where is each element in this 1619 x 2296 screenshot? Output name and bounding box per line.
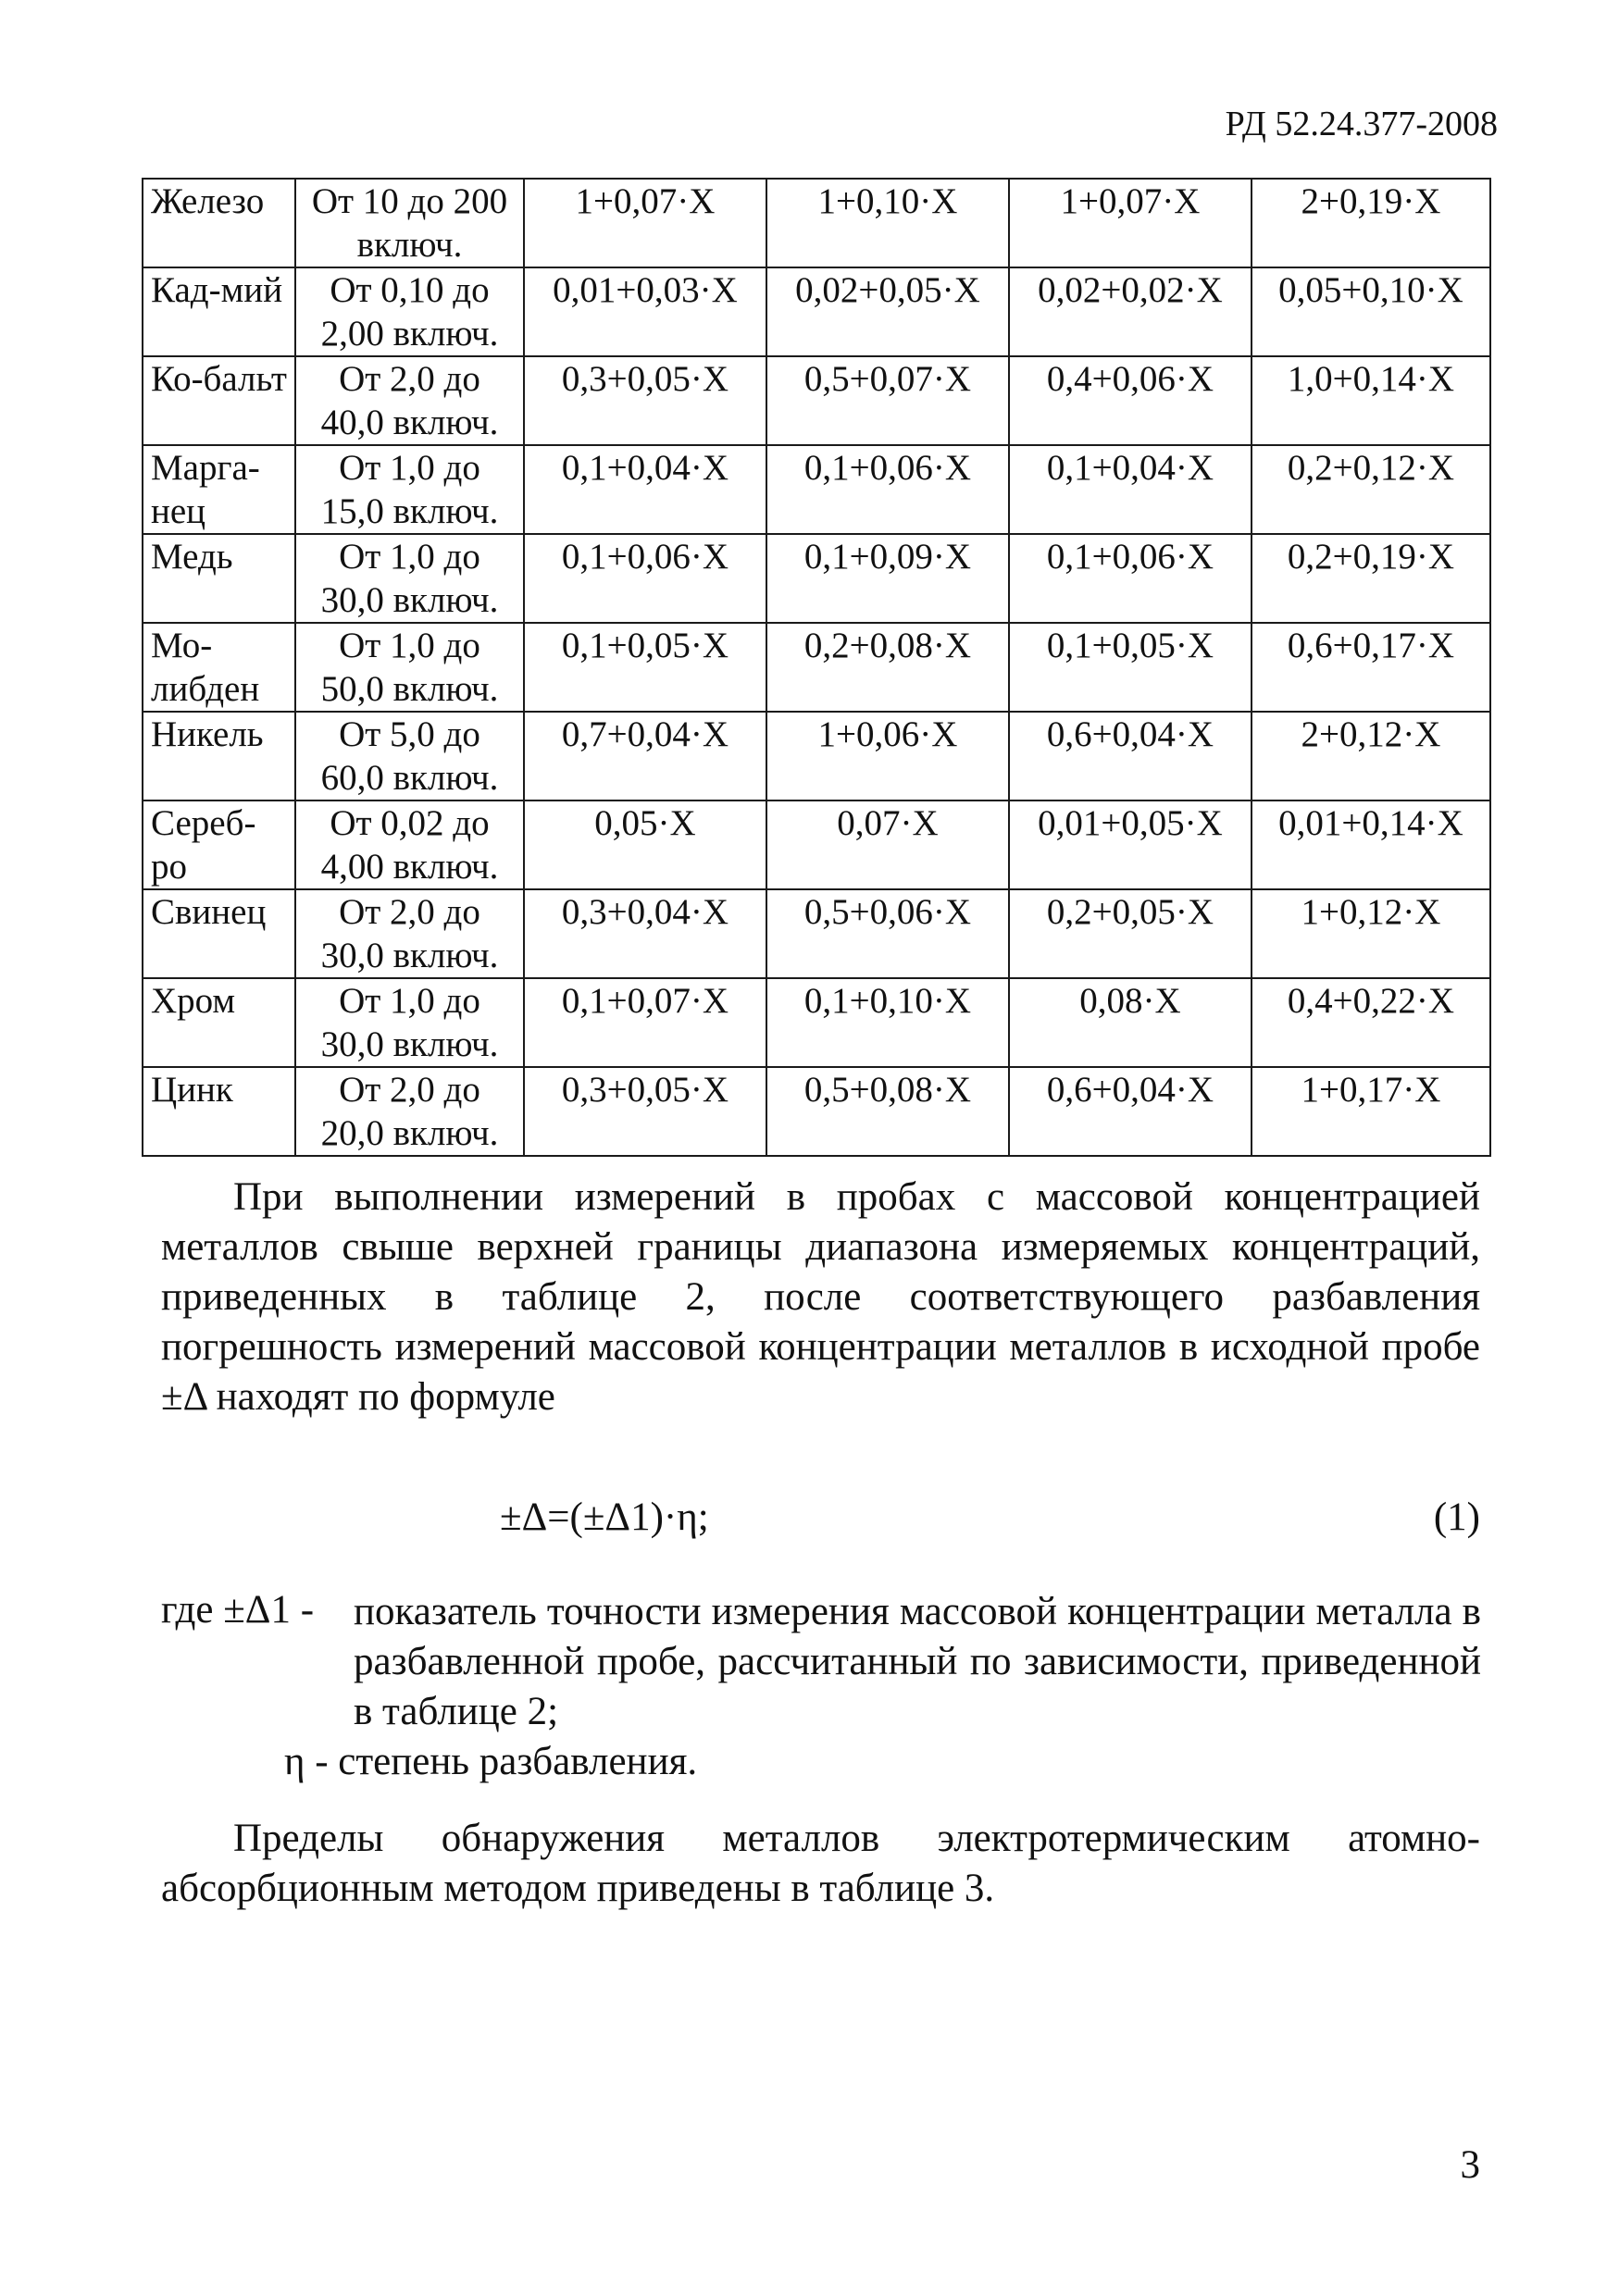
range-cell: От 10 до 200 включ. bbox=[295, 179, 524, 267]
value-cell: 1+0,07·X bbox=[524, 179, 766, 267]
value-cell: 0,6+0,04·X bbox=[1009, 712, 1252, 800]
precision-table-body bbox=[143, 179, 1490, 1156]
value-cell: 0,4+0,06·X bbox=[1009, 356, 1252, 445]
value-cell: 0,3+0,05·X bbox=[524, 356, 766, 445]
range-cell: От 5,0 до 60,0 включ. bbox=[295, 712, 524, 800]
value-cell: 0,01+0,05·X bbox=[1009, 800, 1252, 889]
value-cell: 0,1+0,09·X bbox=[766, 534, 1009, 623]
metal-cell: Медь bbox=[143, 534, 295, 623]
table-row bbox=[143, 534, 1490, 623]
document-code: РД 52.24.377-2008 bbox=[1225, 105, 1498, 143]
range-cell: От 1,0 до 30,0 включ. bbox=[295, 978, 524, 1067]
value-cell: 0,1+0,06·X bbox=[1009, 534, 1252, 623]
metal-cell: Цинк bbox=[143, 1067, 295, 1156]
value-cell: 0,4+0,22·X bbox=[1252, 978, 1490, 1067]
value-cell: 0,3+0,04·X bbox=[524, 889, 766, 978]
metal-cell: Железо bbox=[143, 179, 295, 267]
table-row bbox=[143, 356, 1490, 445]
value-cell: 1+0,07·X bbox=[1009, 179, 1252, 267]
paragraph-dilution: При выполнении измерений в пробах с массовой концентрацией металлов свыше верхней границы диапазона измеряемых концентраций, приведенных в таблице 2, после соответствующего разбавления погрешность измерений массовой концентрации металлов в исходной пробе ±Δ находят по формуле bbox=[161, 1175, 1480, 1419]
metal-cell: Хром bbox=[143, 978, 295, 1067]
value-cell: 1+0,12·X bbox=[1252, 889, 1490, 978]
range-cell: От 0,02 до 4,00 включ. bbox=[295, 800, 524, 889]
value-cell: 0,2+0,19·X bbox=[1252, 534, 1490, 623]
value-cell: 0,01+0,03·X bbox=[524, 267, 766, 356]
value-cell: 0,02+0,05·X bbox=[766, 267, 1009, 356]
table-row bbox=[143, 978, 1490, 1067]
value-cell: 0,3+0,05·X bbox=[524, 1067, 766, 1156]
page-number: 3 bbox=[1460, 2143, 1480, 2187]
value-cell: 1+0,06·X bbox=[766, 712, 1009, 800]
value-cell: 0,1+0,05·X bbox=[524, 623, 766, 712]
value-cell: 0,1+0,10·X bbox=[766, 978, 1009, 1067]
table-row bbox=[143, 445, 1490, 534]
metal-cell: Свинец bbox=[143, 889, 295, 978]
range-cell: От 2,0 до 30,0 включ. bbox=[295, 889, 524, 978]
metal-cell: Марга-нец bbox=[143, 445, 295, 534]
value-cell: 0,1+0,04·X bbox=[1009, 445, 1252, 534]
table-row bbox=[143, 800, 1490, 889]
metal-cell: Кад-мий bbox=[143, 267, 295, 356]
value-cell: 0,6+0,17·X bbox=[1252, 623, 1490, 712]
table-row bbox=[143, 623, 1490, 712]
range-cell: От 2,0 до 40,0 включ. bbox=[295, 356, 524, 445]
value-cell: 2+0,19·X bbox=[1252, 179, 1490, 267]
precision-table bbox=[142, 178, 1491, 1157]
value-cell: 0,08·X bbox=[1009, 978, 1252, 1067]
value-cell: 0,07·X bbox=[766, 800, 1009, 889]
range-cell: От 2,0 до 20,0 включ. bbox=[295, 1067, 524, 1156]
table-row bbox=[143, 267, 1490, 356]
value-cell: 1+0,10·X bbox=[766, 179, 1009, 267]
table-row bbox=[143, 889, 1490, 978]
metal-cell: Сереб-ро bbox=[143, 800, 295, 889]
value-cell: 0,5+0,06·X bbox=[766, 889, 1009, 978]
value-cell: 0,6+0,04·X bbox=[1009, 1067, 1252, 1156]
metal-cell: Никель bbox=[143, 712, 295, 800]
range-cell: От 0,10 до 2,00 включ. bbox=[295, 267, 524, 356]
value-cell: 0,1+0,06·X bbox=[524, 534, 766, 623]
range-cell: От 1,0 до 30,0 включ. bbox=[295, 534, 524, 623]
range-cell: От 1,0 до 15,0 включ. bbox=[295, 445, 524, 534]
value-cell: 2+0,12·X bbox=[1252, 712, 1490, 800]
value-cell: 0,2+0,05·X bbox=[1009, 889, 1252, 978]
definition-eta: η - степень разбавления. bbox=[284, 1740, 698, 1783]
table-row bbox=[143, 712, 1490, 800]
table-row bbox=[143, 1067, 1490, 1156]
formula-number: (1) bbox=[1433, 1496, 1480, 1539]
table-row bbox=[143, 179, 1490, 267]
value-cell: 0,1+0,06·X bbox=[766, 445, 1009, 534]
definition-delta1: показатель точности измерения массовой концентрации металла в разбавленной пробе, рассчитанный по зависимости, приведенной в таблице 2; bbox=[354, 1590, 1481, 1733]
formula: ±Δ=(±Δ1)·η; bbox=[500, 1496, 709, 1539]
value-cell: 0,2+0,08·X bbox=[766, 623, 1009, 712]
value-cell: 0,1+0,05·X bbox=[1009, 623, 1252, 712]
value-cell: 0,1+0,04·X bbox=[524, 445, 766, 534]
value-cell: 1,0+0,14·X bbox=[1252, 356, 1490, 445]
value-cell: 0,1+0,07·X bbox=[524, 978, 766, 1067]
metal-cell: Ко-бальт bbox=[143, 356, 295, 445]
value-cell: 0,02+0,02·X bbox=[1009, 267, 1252, 356]
value-cell: 0,7+0,04·X bbox=[524, 712, 766, 800]
value-cell: 0,01+0,14·X bbox=[1252, 800, 1490, 889]
range-cell: От 1,0 до 50,0 включ. bbox=[295, 623, 524, 712]
value-cell: 1+0,17·X bbox=[1252, 1067, 1490, 1156]
value-cell: 0,5+0,07·X bbox=[766, 356, 1009, 445]
paragraph-detection-limits: Пределы обнаружения металлов электротермическим атомно-абсорбционным методом приведены в таблице 3. bbox=[161, 1817, 1480, 1910]
where-label: где ±Δ1 - bbox=[161, 1588, 315, 1632]
value-cell: 0,05+0,10·X bbox=[1252, 267, 1490, 356]
value-cell: 0,2+0,12·X bbox=[1252, 445, 1490, 534]
value-cell: 0,05·X bbox=[524, 800, 766, 889]
value-cell: 0,5+0,08·X bbox=[766, 1067, 1009, 1156]
metal-cell: Мо-либден bbox=[143, 623, 295, 712]
